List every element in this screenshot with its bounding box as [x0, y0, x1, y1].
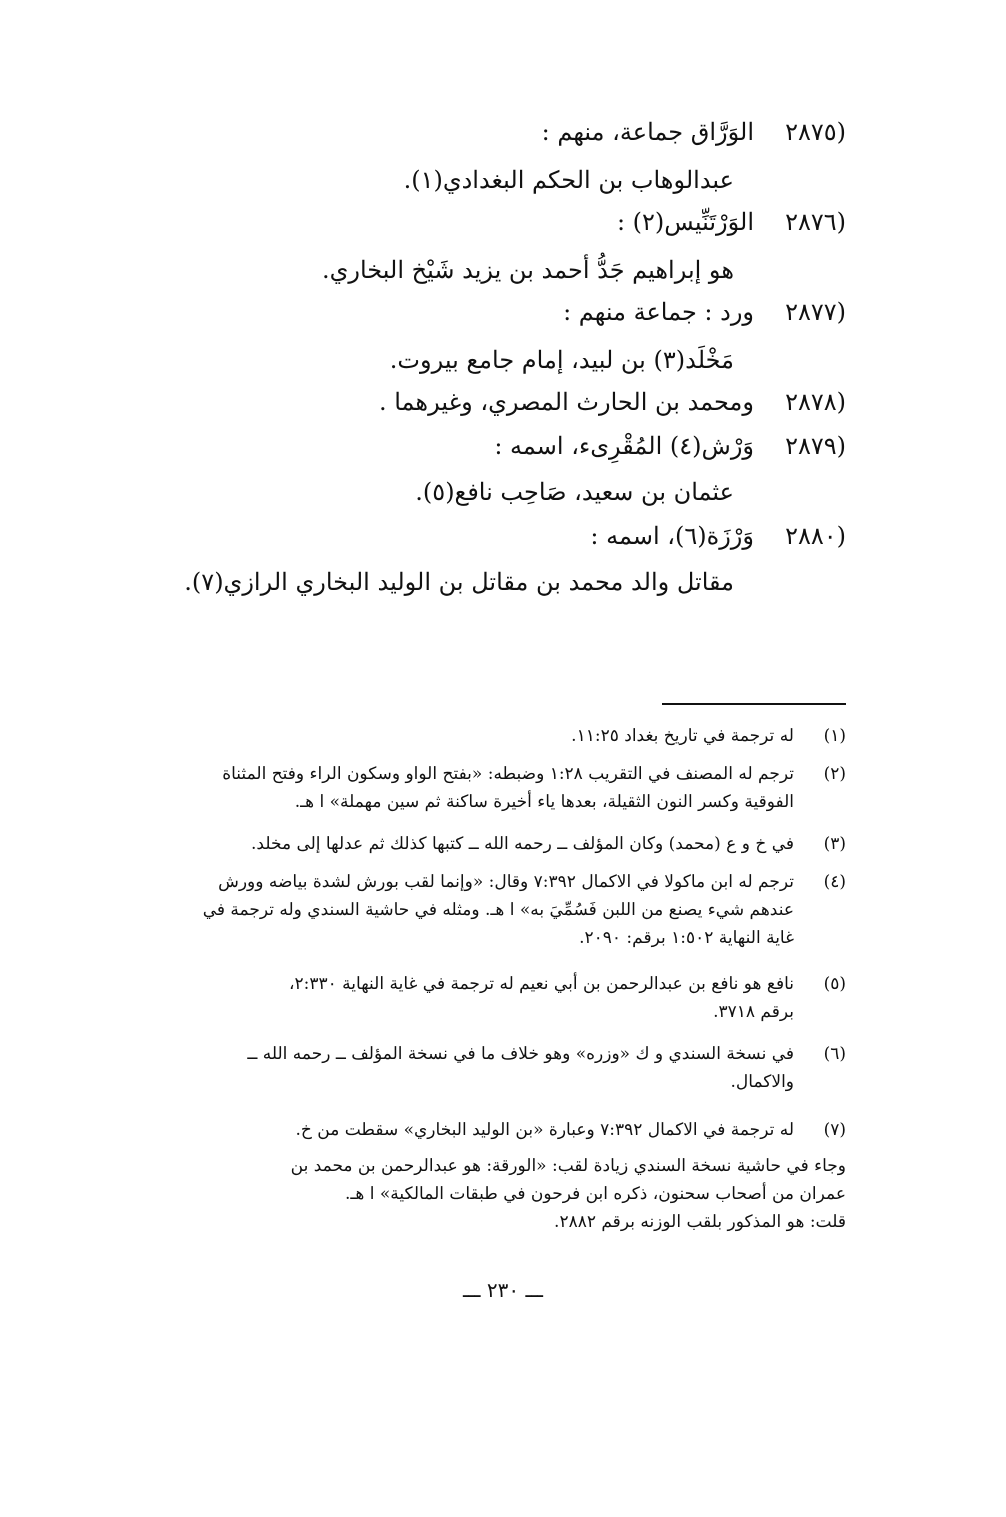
- footnote-2: [156, 760, 846, 816]
- entry-2877: [126, 292, 846, 332]
- entry-number: (٢٨٨٠: [785, 522, 846, 550]
- footnote-number: (٢): [823, 764, 846, 784]
- entry-heading: وَرْزَة(٦)، اسمه :: [590, 522, 754, 550]
- entry-number: (٢٨٧٧: [785, 298, 846, 326]
- footnote-line: وجاء في حاشية نسخة السندي زيادة لقب: «الورقة: هو عبدالرحمن بن محمد بن: [290, 1156, 846, 1176]
- footnote-line: في خ و ع (محمد) وكان المؤلف ــ رحمه الله ــ كتبها كذلك ثم عدلها إلى مخلد.: [251, 834, 794, 854]
- entry-number: (٢٨٧٦: [785, 208, 846, 236]
- entry-2878: [126, 382, 846, 422]
- entry-2876-line: هو إبراهيم جَدُّ أحمد بن يزيد شَيْخ البخاري.: [321, 256, 734, 284]
- entry-2880-line: مقاتل والد محمد بن مقاتل بن الوليد البخاري الرازي(٧).: [184, 568, 734, 596]
- footnote-line: له ترجمة في الاكمال ٧:٣٩٢ وعبارة «بن الوليد البخاري» سقطت من خ.: [295, 1120, 794, 1140]
- entry-2877-line: مَخْلَد(٣) بن لبيد، إمام جامع بيروت.: [389, 346, 734, 374]
- footnote-line: غاية النهاية ١:٥٠٢ برقم: ٢٠٩٠.: [579, 928, 794, 948]
- entry-heading: وَرْش(٤) المُقْرِىء، اسمه :: [494, 432, 754, 460]
- footnote-5: [156, 970, 846, 1026]
- entry-number: (٢٨٧٥: [785, 118, 846, 146]
- page-number: ـــ ٢٣٠ ـــ: [462, 1278, 544, 1302]
- footnote-line: والاكمال.: [730, 1072, 794, 1092]
- entry-2880: [126, 516, 846, 556]
- footnote-line: ترجم له المصنف في التقريب ١:٢٨ وضبطه: «بفتح الواو وسكون الراء وفتح المثناة: [222, 764, 794, 784]
- entry-2875-line: عبدالوهاب بن الحكم البغدادي(١).: [403, 166, 734, 194]
- footnote-line: برقم ٣٧١٨.: [713, 1002, 794, 1022]
- footnote-number: (٦): [823, 1044, 846, 1064]
- footnote-number: (١): [823, 726, 846, 746]
- footnote-line: له ترجمة في تاريخ بغداد ١١:٢٥.: [571, 726, 794, 746]
- entry-number: (٢٨٧٩: [785, 432, 846, 460]
- entry-heading: الوَرَّاق جماعة، منهم :: [541, 118, 754, 146]
- footnote-3: [156, 830, 846, 858]
- footnote-line: الفوقية وكسر النون الثقيلة، بعدها ياء أخيرة ساكنة ثم سين مهملة» ا هـ.: [294, 792, 794, 812]
- entry-heading: ورد : جماعة منهم :: [563, 298, 754, 326]
- entry-2876: [126, 202, 846, 242]
- entry-2879-line: عثمان بن سعيد، صَاحِب نافع(٥).: [415, 478, 734, 506]
- footnote-line: ترجم له ابن ماكولا في الاكمال ٧:٣٩٢ وقال: «وإنما لقب بورش لشدة بياضه وورش: [218, 872, 794, 892]
- footnote-number: (٤): [823, 872, 846, 892]
- footnote-line: عندهم شيء يصنع من اللبن فَسُمِّيَ به» ا هـ. ومثله في حاشية السندي وله ترجمة في: [202, 900, 794, 920]
- footnote-4: [156, 868, 846, 952]
- entry-2875: [126, 112, 846, 152]
- entry-2879: [126, 426, 846, 466]
- footnote-6: [156, 1040, 846, 1096]
- footnote-line: نافع هو نافع بن عبدالرحمن بن أبي نعيم له ترجمة في غاية النهاية ٢:٣٣٠،: [289, 974, 794, 994]
- footnote-7-continuation: [156, 1152, 846, 1236]
- footnote-1: [156, 722, 846, 750]
- footnote-number: (٥): [823, 974, 846, 994]
- entry-heading: ومحمد بن الحارث المصري، وغيرهما .: [378, 388, 754, 416]
- footnote-separator: [662, 703, 846, 705]
- entry-heading: الوَرْتَنِّيس(٢) :: [616, 208, 754, 236]
- entry-number: (٢٨٧٨: [785, 388, 846, 416]
- footnote-line: عمران من أصحاب سحنون، ذكره ابن فرحون في طبقات المالكية» ا هـ.: [344, 1184, 846, 1204]
- footnote-number: (٣): [823, 834, 846, 854]
- footnote-line: في نسخة السندي و ك «وزره» وهو خلاف ما في نسخة المؤلف ــ رحمه الله ــ: [247, 1044, 794, 1064]
- footnote-line: قلت: هو المذكور بلقب الوزنه برقم ٢٨٨٢.: [554, 1212, 846, 1232]
- footnote-number: (٧): [823, 1120, 846, 1140]
- footnote-7: [156, 1116, 846, 1144]
